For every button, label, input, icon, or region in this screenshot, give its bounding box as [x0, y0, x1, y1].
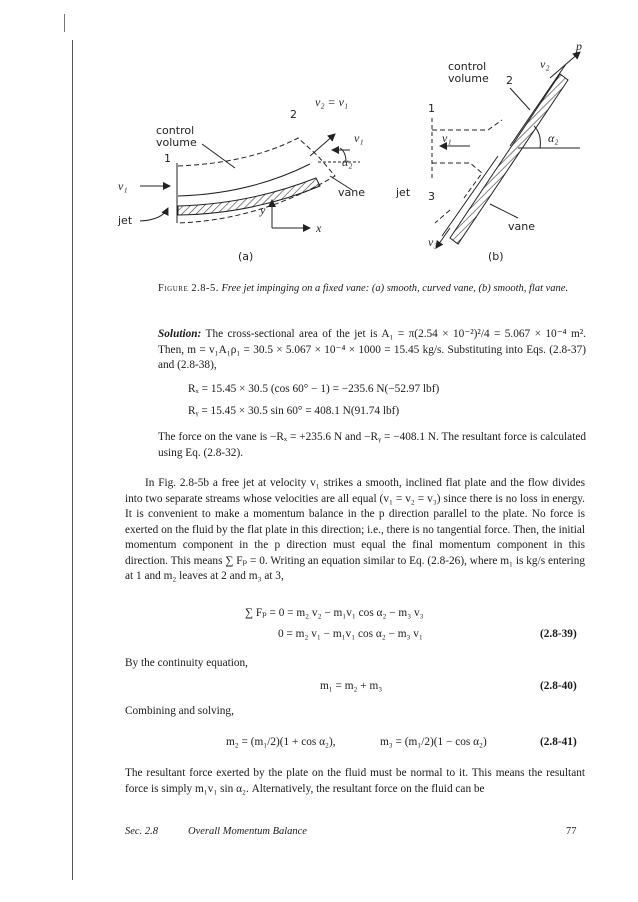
flat-vane	[450, 74, 568, 244]
svg-text:2: 2	[506, 74, 513, 87]
footer-title: Overall Momentum Balance	[188, 826, 307, 837]
body-paragraph-2: The resultant force exerted by the plate on the fluid must be normal to it. This means the resultant force is simply m₁v₁ sin α₂. Alternatively, the resultant force on the fluid can be	[125, 767, 585, 795]
part-a-label: (a)	[238, 250, 254, 263]
control-volume-label-b: control	[448, 60, 487, 73]
solution-paragraph	[158, 327, 586, 374]
svg-text:volume: volume	[448, 72, 489, 85]
equation-number-39: (2.8-39)	[540, 628, 577, 640]
svg-text:jet: jet	[118, 214, 133, 227]
equation-number-41: (2.8-41)	[540, 736, 577, 748]
p-direction-arrow	[550, 52, 580, 78]
svg-text:y: y	[260, 203, 266, 217]
v2-eq-v1-label: v₂ = v₁	[315, 95, 349, 109]
equation-ry: Rᵧ = 15.45 × 30.5 sin 60° = 408.1 N(91.74 lbf)	[188, 405, 400, 417]
continuity-text: By the continuity equation,	[125, 657, 248, 669]
combining-text: Combining and solving,	[125, 705, 234, 717]
solution-heading: Solution:	[158, 328, 202, 340]
control-volume-label-a: control	[156, 124, 195, 137]
svg-text:x: x	[316, 221, 322, 235]
svg-text:volume: volume	[156, 136, 197, 149]
svg-text:v₃: v₃	[428, 235, 438, 249]
svg-text:vane: vane	[338, 186, 365, 199]
equation-rx: Rₓ = 15.45 × 30.5 (cos 60° − 1) = −235.6 N(−52.97 lbf)	[188, 383, 440, 395]
equation-39a: ∑ Fₚ = 0 = m₂ v₂ − m₁v₁ cos α₂ − m₃ v₃	[245, 607, 424, 619]
svg-text:v₂: v₂	[540, 57, 550, 71]
svg-text:1: 1	[428, 102, 435, 115]
curved-vane	[178, 178, 320, 215]
svg-text:jet: jet	[396, 186, 411, 199]
solution-body: The cross-sectional area of the jet is A₁ = π(2.54 × 10⁻²)²/4 = 5.067 × 10⁻⁴ m². Then, m = v₁A₁ρ₁ = 30.5 × 5.067 × 10⁻⁴ × 1000 = 15.45 kg/s. Substituting into Eqs. (2.8-37) and (2.8-38),	[158, 328, 586, 371]
page-number: 77	[566, 826, 577, 837]
svg-text:3: 3	[428, 190, 435, 203]
caption-text: Free jet impinging on a fixed vane: (a) smooth, curved vane, (b) smooth, flat vane.	[221, 283, 569, 294]
equation-number-40: (2.8-40)	[540, 680, 577, 692]
equation-40: m₁ = m₂ + m₃	[320, 680, 383, 692]
caption-label: Figure 2.8-5.	[158, 283, 219, 294]
svg-text:p: p	[576, 39, 582, 53]
binding-mark	[64, 14, 65, 32]
svg-text:vane: vane	[508, 220, 535, 233]
figure-part-b	[395, 39, 582, 263]
svg-text:α₂: α₂	[342, 155, 353, 169]
svg-text:α₂: α₂	[548, 131, 559, 145]
svg-text:1: 1	[164, 152, 171, 165]
equation-39b: 0 = m₂ v₁ − m₁v₁ cos α₂ − m₃ v₁	[278, 628, 423, 640]
svg-text:v₁: v₁	[442, 131, 452, 145]
exit-velocity-arrow	[310, 134, 335, 156]
figure-part-a	[117, 95, 365, 263]
equation-41-right: m₃ = (m₁/2)(1 − cos α₂)	[380, 736, 487, 748]
body-paragraph-1: In Fig. 2.8-5b a free jet at velocity v₁ strikes a smooth, inclined flat plate and the flow divides into two separate streams whose velocities are all equal (v₁ = v₂ = v₃) since there is no loss in energy. It is convenient to make a momentum balance in the p direction parallel to the plate. No force is exerted on the fluid by the flat plate in this direction; i.e., there is no tangential force. Then, the initial momentum component in the p direction must equal the final momentum component in this direction. This means ∑ Fₚ = 0. Writing an equation similar to Eq. (2.8-26), where m₁ is kg/s entering at 1 and m₂ leaves at 2 and m₃ at 3,	[125, 477, 585, 582]
force-paragraph: The force on the vane is −Rₓ = +235.6 N and −Rᵧ = −408.1 N. The resultant force is calculated using Eq. (2.8-32).	[158, 431, 586, 459]
footer-section: Sec. 2.8	[125, 826, 158, 837]
svg-text:v₁: v₁	[118, 179, 128, 193]
binding-line	[72, 40, 73, 880]
figure-caption	[158, 282, 598, 296]
part-b-label: (b)	[488, 250, 504, 263]
svg-text:2: 2	[290, 108, 297, 121]
figure-2-8-5	[110, 38, 610, 278]
svg-text:v₁: v₁	[354, 131, 364, 145]
equation-41-left: m₂ = (m₁/2)(1 + cos α₂),	[226, 736, 336, 748]
